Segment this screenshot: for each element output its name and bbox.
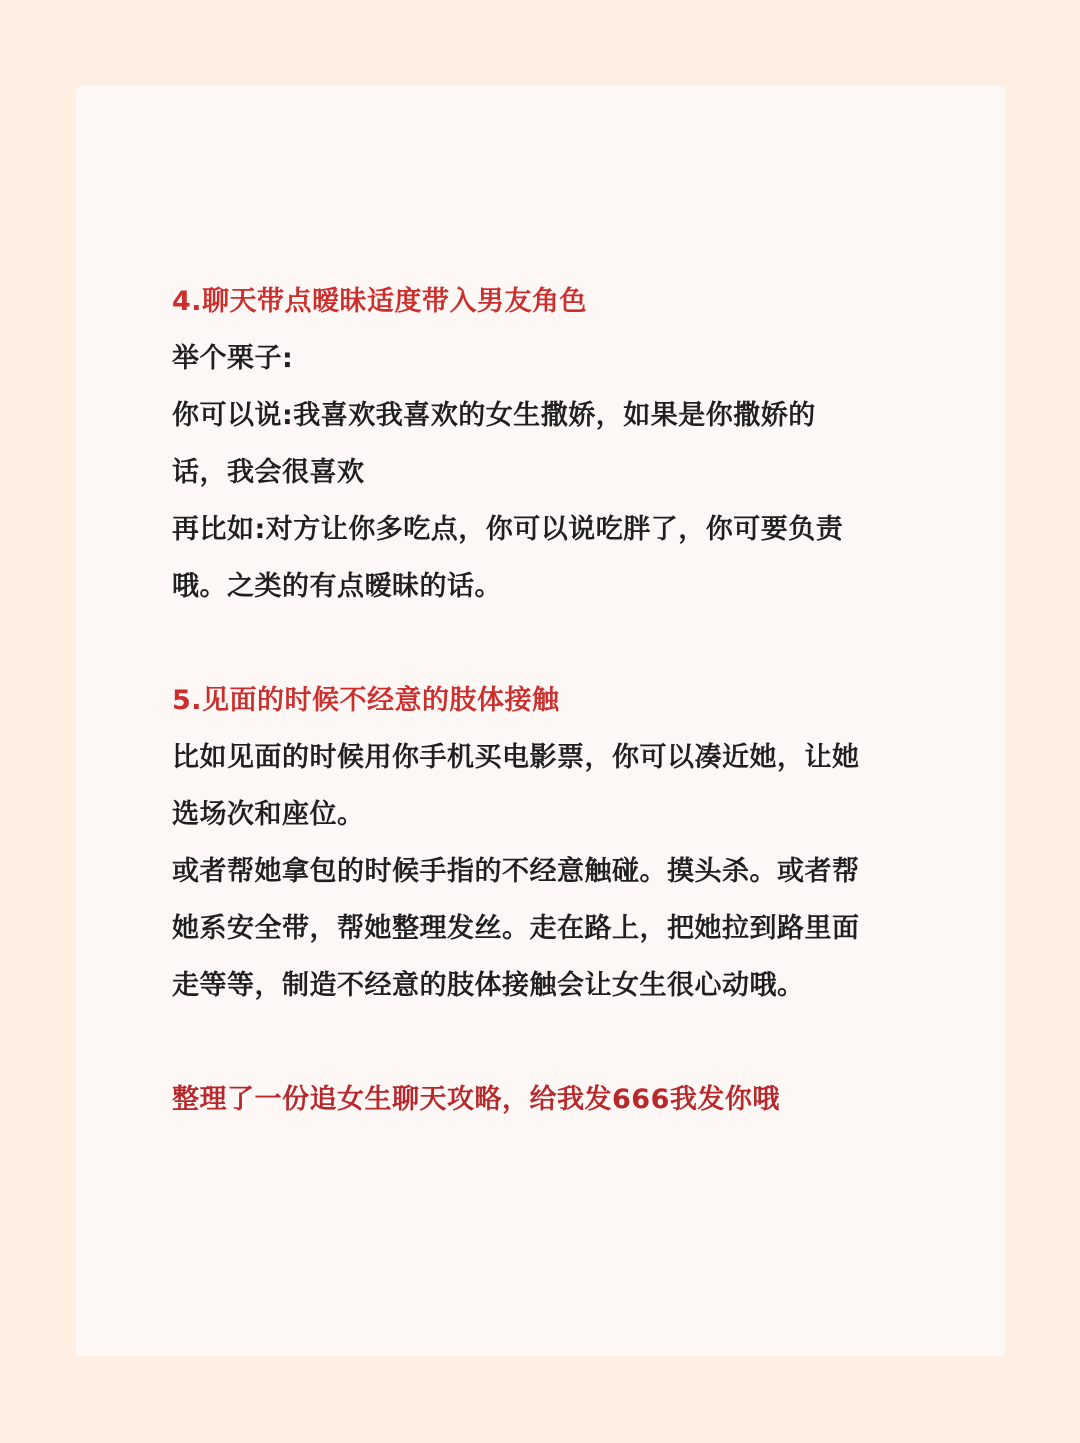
article-content <box>172 273 902 1128</box>
section-4 <box>172 273 902 615</box>
section-5-line: 走等等，制造不经意的肢体接触会让女生很心动哦。 <box>172 970 805 1001</box>
section-4-line: 举个栗子: <box>172 343 294 374</box>
section-4-line: 你可以说:我喜欢我喜欢的女生撒娇，如果是你撒娇的 <box>172 400 816 431</box>
section-5-line: 选场次和座位。 <box>172 799 365 830</box>
call-to-action: 整理了一份追女生聊天攻略，给我发666我发你哦 <box>172 1084 780 1115</box>
section-5-heading: 5.见面的时候不经意的肢体接触 <box>172 685 560 716</box>
section-4-heading: 4.聊天带点暧昧适度带入男友角色 <box>172 286 588 317</box>
section-spacer <box>172 1014 902 1071</box>
section-5 <box>172 672 902 1014</box>
section-4-line: 再比如:对方让你多吃点，你可以说吃胖了，你可要负责 <box>172 514 844 545</box>
section-5-line: 比如见面的时候用你手机买电影票，你可以凑近她，让她 <box>172 742 860 773</box>
section-5-line: 她系安全带，帮她整理发丝。走在路上，把她拉到路里面 <box>172 913 860 944</box>
section-4-line: 哦。之类的有点暧昧的话。 <box>172 571 502 602</box>
section-spacer <box>172 615 902 672</box>
section-4-line: 话，我会很喜欢 <box>172 457 365 488</box>
section-5-line: 或者帮她拿包的时候手指的不经意触碰。摸头杀。或者帮 <box>172 856 860 887</box>
